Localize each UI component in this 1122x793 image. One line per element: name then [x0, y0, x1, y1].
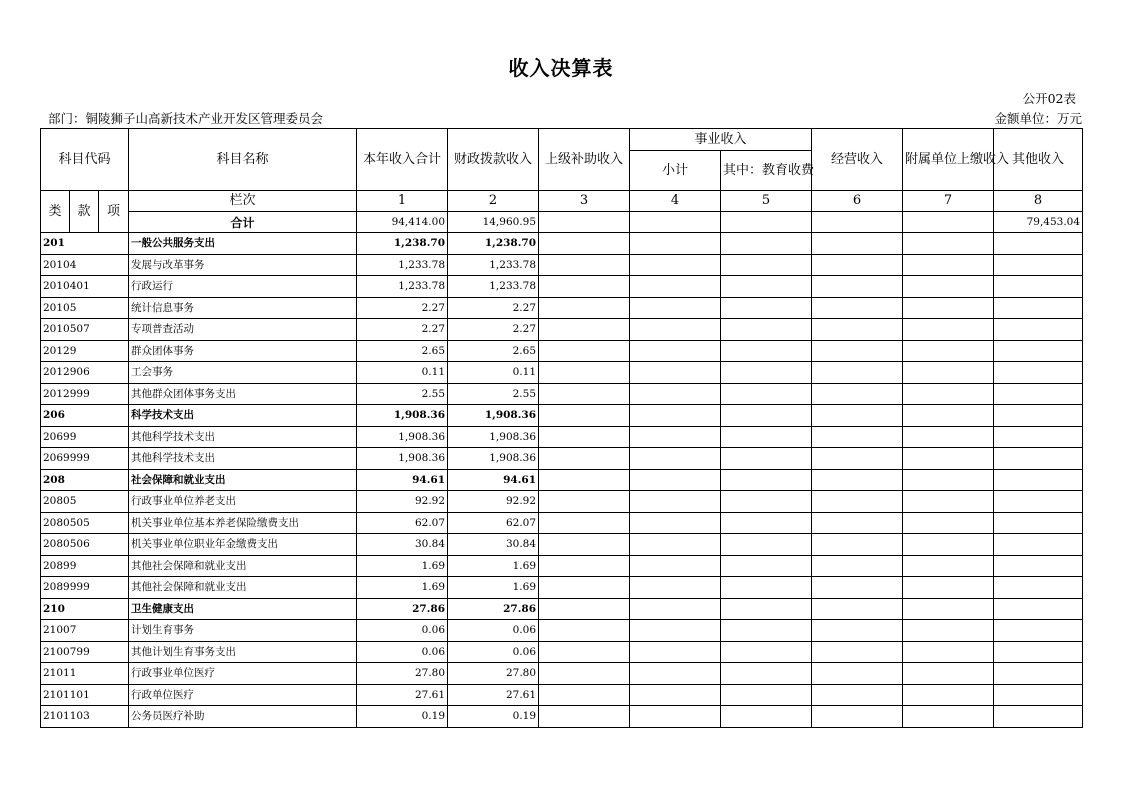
row-cell: [721, 276, 812, 298]
row-cell: [539, 469, 630, 491]
col-number: 1: [357, 191, 448, 212]
table-row: [41, 512, 1083, 534]
row-fiscal: 0.11: [448, 362, 539, 384]
total-fiscal-value: 14,960.95: [448, 212, 539, 233]
total-income-value: 94,414.00: [357, 212, 448, 233]
row-code: 210: [41, 598, 129, 620]
table-row: [41, 254, 1083, 276]
row-total-income: 92.92: [357, 491, 448, 513]
header-affiliated: 附属单位上缴收入: [903, 129, 994, 191]
row-cell: [994, 426, 1083, 448]
row-cell: [994, 383, 1083, 405]
row-cell: [630, 577, 721, 599]
row-cell: [903, 297, 994, 319]
row-cell: [630, 469, 721, 491]
header-operating: 经营收入: [812, 129, 903, 191]
row-cell: [630, 512, 721, 534]
row-cell: [721, 534, 812, 556]
row-cell: [994, 534, 1083, 556]
row-cell: [630, 319, 721, 341]
row-fiscal: 92.92: [448, 491, 539, 513]
row-cell: [721, 598, 812, 620]
row-cell: [903, 620, 994, 642]
row-cell: [812, 684, 903, 706]
table-row: [41, 362, 1083, 384]
col-number: 6: [812, 191, 903, 212]
row-cell: [630, 426, 721, 448]
total-cell: [539, 212, 630, 233]
row-code: 20104: [41, 254, 129, 276]
row-cell: [539, 577, 630, 599]
row-code: 21007: [41, 620, 129, 642]
row-total-income: 2.55: [357, 383, 448, 405]
row-code: 208: [41, 469, 129, 491]
row-fiscal: 27.61: [448, 684, 539, 706]
row-code: 20699: [41, 426, 129, 448]
header-subtotal: 小计: [630, 151, 721, 191]
row-cell: [994, 641, 1083, 663]
row-fiscal: 0.06: [448, 620, 539, 642]
row-fiscal: 0.06: [448, 641, 539, 663]
row-name: 群众团体事务: [129, 340, 357, 362]
row-total-income: 0.06: [357, 641, 448, 663]
row-cell: [721, 233, 812, 255]
amount-unit-label: 金额单位：万元: [994, 111, 1082, 126]
row-cell: [630, 297, 721, 319]
col-number: 5: [721, 191, 812, 212]
row-cell: [539, 405, 630, 427]
row-code: 2101101: [41, 684, 129, 706]
header-business-income: 事业收入: [630, 129, 812, 151]
row-cell: [539, 555, 630, 577]
row-total-income: 1.69: [357, 555, 448, 577]
total-other-value: 79,453.04: [994, 212, 1083, 233]
row-fiscal: 1,908.36: [448, 448, 539, 470]
row-cell: [721, 319, 812, 341]
row-code: 21011: [41, 663, 129, 685]
row-total-income: 30.84: [357, 534, 448, 556]
row-name: 公务员医疗补助: [129, 706, 357, 728]
table-row: [41, 426, 1083, 448]
row-name: 科学技术支出: [129, 405, 357, 427]
row-cell: [903, 641, 994, 663]
row-cell: [994, 491, 1083, 513]
income-final-accounts-table: [40, 128, 1083, 728]
row-name: 其他群众团体事务支出: [129, 383, 357, 405]
row-cell: [721, 254, 812, 276]
row-total-income: 1,233.78: [357, 254, 448, 276]
row-cell: [630, 340, 721, 362]
row-name: 统计信息事务: [129, 297, 357, 319]
row-name: 卫生健康支出: [129, 598, 357, 620]
row-cell: [994, 448, 1083, 470]
row-code: 2012999: [41, 383, 129, 405]
row-cell: [630, 663, 721, 685]
row-code: 2101103: [41, 706, 129, 728]
row-cell: [903, 319, 994, 341]
row-fiscal: 1,908.36: [448, 405, 539, 427]
form-number: 公开02表: [1022, 91, 1076, 106]
row-cell: [994, 684, 1083, 706]
row-cell: [539, 426, 630, 448]
row-cell: [812, 362, 903, 384]
row-cell: [994, 254, 1083, 276]
row-cell: [812, 276, 903, 298]
table-row: [41, 276, 1083, 298]
row-cell: [630, 641, 721, 663]
row-cell: [630, 706, 721, 728]
row-code: 201: [41, 233, 129, 255]
row-cell: [539, 706, 630, 728]
row-cell: [812, 254, 903, 276]
row-total-income: 1,908.36: [357, 426, 448, 448]
row-total-income: 1,238.70: [357, 233, 448, 255]
row-cell: [630, 254, 721, 276]
row-cell: [812, 426, 903, 448]
row-cell: [994, 663, 1083, 685]
row-cell: [994, 469, 1083, 491]
table-row: [41, 641, 1083, 663]
header-code: 科目代码: [41, 129, 129, 191]
row-total-income: 1,908.36: [357, 448, 448, 470]
row-cell: [994, 233, 1083, 255]
row-fiscal: 1,238.70: [448, 233, 539, 255]
row-cell: [630, 383, 721, 405]
table-row: [41, 706, 1083, 728]
row-cell: [721, 426, 812, 448]
row-name: 机关事业单位基本养老保险缴费支出: [129, 512, 357, 534]
row-name: 机关事业单位职业年金缴费支出: [129, 534, 357, 556]
row-cell: [903, 706, 994, 728]
row-cell: [812, 491, 903, 513]
table-row: [41, 383, 1083, 405]
row-cell: [812, 534, 903, 556]
row-cell: [539, 620, 630, 642]
row-cell: [994, 340, 1083, 362]
table-row: [41, 297, 1083, 319]
col-number: 2: [448, 191, 539, 212]
row-cell: [721, 383, 812, 405]
row-cell: [721, 512, 812, 534]
row-cell: [539, 254, 630, 276]
total-label: 合计: [129, 212, 357, 233]
header-total-income: 本年收入合计: [357, 129, 448, 191]
row-cell: [539, 297, 630, 319]
row-code: 20899: [41, 555, 129, 577]
col-number: 8: [994, 191, 1083, 212]
row-cell: [539, 512, 630, 534]
row-cell: [812, 383, 903, 405]
row-cell: [812, 577, 903, 599]
row-cell: [812, 512, 903, 534]
row-fiscal: 1,233.78: [448, 254, 539, 276]
total-cell: [630, 212, 721, 233]
row-name: 其他科学技术支出: [129, 426, 357, 448]
table-row: [41, 319, 1083, 341]
row-cell: [539, 684, 630, 706]
row-name: 发展与改革事务: [129, 254, 357, 276]
header-lei: 类: [41, 191, 70, 233]
row-cell: [994, 555, 1083, 577]
row-cell: [539, 383, 630, 405]
row-cell: [994, 276, 1083, 298]
row-total-income: 62.07: [357, 512, 448, 534]
row-cell: [539, 641, 630, 663]
row-cell: [630, 555, 721, 577]
row-cell: [539, 663, 630, 685]
row-name: 一般公共服务支出: [129, 233, 357, 255]
row-cell: [539, 340, 630, 362]
table-row: [41, 491, 1083, 513]
row-cell: [812, 555, 903, 577]
row-fiscal: 30.84: [448, 534, 539, 556]
row-cell: [903, 383, 994, 405]
row-cell: [812, 469, 903, 491]
row-cell: [539, 534, 630, 556]
row-name: 专项普查活动: [129, 319, 357, 341]
row-code: 20129: [41, 340, 129, 362]
total-row: [41, 212, 1083, 233]
row-cell: [630, 684, 721, 706]
row-code: 2012906: [41, 362, 129, 384]
row-name: 行政事业单位医疗: [129, 663, 357, 685]
row-code: 2010401: [41, 276, 129, 298]
row-code: 20105: [41, 297, 129, 319]
row-cell: [539, 598, 630, 620]
row-total-income: 0.19: [357, 706, 448, 728]
table-row: [41, 598, 1083, 620]
col-number: 7: [903, 191, 994, 212]
row-cell: [721, 577, 812, 599]
row-name: 计划生育事务: [129, 620, 357, 642]
table-row: [41, 233, 1083, 255]
row-cell: [812, 663, 903, 685]
row-cell: [812, 598, 903, 620]
table-row: [41, 555, 1083, 577]
row-cell: [630, 276, 721, 298]
row-cell: [812, 620, 903, 642]
row-cell: [994, 577, 1083, 599]
row-name: 行政事业单位养老支出: [129, 491, 357, 513]
row-cell: [812, 340, 903, 362]
row-cell: [721, 641, 812, 663]
row-fiscal: 27.80: [448, 663, 539, 685]
row-cell: [630, 598, 721, 620]
row-fiscal: 94.61: [448, 469, 539, 491]
row-fiscal: 27.86: [448, 598, 539, 620]
row-cell: [903, 598, 994, 620]
row-cell: [812, 319, 903, 341]
row-total-income: 2.65: [357, 340, 448, 362]
table-row: [41, 534, 1083, 556]
row-total-income: 27.80: [357, 663, 448, 685]
row-cell: [994, 512, 1083, 534]
header-other: 其他收入: [994, 129, 1083, 191]
row-cell: [721, 448, 812, 470]
header-name: 科目名称: [129, 129, 357, 191]
row-cell: [630, 534, 721, 556]
row-cell: [994, 706, 1083, 728]
row-code: 2080505: [41, 512, 129, 534]
total-cell: [812, 212, 903, 233]
row-total-income: 94.61: [357, 469, 448, 491]
row-total-income: 0.11: [357, 362, 448, 384]
row-fiscal: 0.19: [448, 706, 539, 728]
row-cell: [721, 555, 812, 577]
row-cell: [539, 448, 630, 470]
row-total-income: 2.27: [357, 297, 448, 319]
row-total-income: 1.69: [357, 577, 448, 599]
row-cell: [994, 319, 1083, 341]
header-kuan: 款: [70, 191, 99, 233]
table-row: [41, 663, 1083, 685]
row-cell: [903, 405, 994, 427]
col-number: 3: [539, 191, 630, 212]
row-name: 其他计划生育事务支出: [129, 641, 357, 663]
row-fiscal: 1,908.36: [448, 426, 539, 448]
row-cell: [994, 297, 1083, 319]
row-code: 2010507: [41, 319, 129, 341]
row-name: 工会事务: [129, 362, 357, 384]
department-label: 部门：铜陵狮子山高新技术产业开发区管理委员会: [48, 111, 324, 126]
row-total-income: 1,233.78: [357, 276, 448, 298]
header-lanci: 栏次: [129, 191, 357, 212]
total-cell: [903, 212, 994, 233]
row-cell: [903, 663, 994, 685]
row-fiscal: 2.27: [448, 319, 539, 341]
row-cell: [994, 598, 1083, 620]
row-fiscal: 2.65: [448, 340, 539, 362]
row-cell: [903, 555, 994, 577]
table-row: [41, 448, 1083, 470]
row-cell: [812, 448, 903, 470]
row-cell: [539, 491, 630, 513]
row-total-income: 2.27: [357, 319, 448, 341]
table-row: [41, 620, 1083, 642]
row-cell: [903, 491, 994, 513]
row-cell: [903, 534, 994, 556]
header-fiscal: 财政拨款收入: [448, 129, 539, 191]
row-cell: [630, 620, 721, 642]
row-fiscal: 1.69: [448, 555, 539, 577]
row-cell: [812, 233, 903, 255]
row-cell: [903, 426, 994, 448]
row-cell: [903, 448, 994, 470]
row-cell: [903, 469, 994, 491]
row-cell: [903, 233, 994, 255]
row-cell: [539, 319, 630, 341]
row-total-income: 1,908.36: [357, 405, 448, 427]
table-row: [41, 577, 1083, 599]
row-total-income: 27.86: [357, 598, 448, 620]
row-code: 2100799: [41, 641, 129, 663]
row-total-income: 0.06: [357, 620, 448, 642]
row-cell: [812, 706, 903, 728]
row-name: 行政单位医疗: [129, 684, 357, 706]
page-title: 收入决算表: [508, 56, 614, 80]
row-cell: [630, 362, 721, 384]
row-fiscal: 2.27: [448, 297, 539, 319]
row-cell: [994, 620, 1083, 642]
row-cell: [903, 577, 994, 599]
row-cell: [903, 512, 994, 534]
total-cell: [721, 212, 812, 233]
row-code: 206: [41, 405, 129, 427]
row-cell: [630, 448, 721, 470]
row-cell: [812, 641, 903, 663]
row-cell: [721, 663, 812, 685]
table-row: [41, 684, 1083, 706]
table-row: [41, 405, 1083, 427]
row-total-income: 27.61: [357, 684, 448, 706]
row-code: 2089999: [41, 577, 129, 599]
row-cell: [721, 491, 812, 513]
row-cell: [630, 491, 721, 513]
col-number: 4: [630, 191, 721, 212]
table-row: [41, 340, 1083, 362]
row-name: 其他社会保障和就业支出: [129, 577, 357, 599]
row-cell: [903, 254, 994, 276]
row-fiscal: 2.55: [448, 383, 539, 405]
row-cell: [812, 405, 903, 427]
row-cell: [630, 233, 721, 255]
table-row: [41, 469, 1083, 491]
row-name: 社会保障和就业支出: [129, 469, 357, 491]
row-cell: [539, 276, 630, 298]
row-name: 其他社会保障和就业支出: [129, 555, 357, 577]
header-education: 其中：教育收费: [721, 151, 812, 191]
row-fiscal: 1.69: [448, 577, 539, 599]
row-cell: [721, 297, 812, 319]
row-cell: [903, 276, 994, 298]
row-cell: [721, 362, 812, 384]
row-cell: [721, 469, 812, 491]
row-cell: [721, 706, 812, 728]
row-cell: [903, 362, 994, 384]
header-upper-subsidy: 上级补助收入: [539, 129, 630, 191]
row-cell: [903, 684, 994, 706]
row-name: 其他科学技术支出: [129, 448, 357, 470]
row-code: 20805: [41, 491, 129, 513]
row-code: 2080506: [41, 534, 129, 556]
row-cell: [994, 362, 1083, 384]
row-cell: [539, 233, 630, 255]
row-cell: [812, 297, 903, 319]
row-cell: [994, 405, 1083, 427]
row-name: 行政运行: [129, 276, 357, 298]
header-xiang: 项: [99, 191, 129, 233]
row-fiscal: 1,233.78: [448, 276, 539, 298]
row-cell: [630, 405, 721, 427]
row-cell: [721, 620, 812, 642]
row-cell: [903, 340, 994, 362]
row-code: 2069999: [41, 448, 129, 470]
row-fiscal: 62.07: [448, 512, 539, 534]
row-cell: [721, 340, 812, 362]
row-cell: [721, 405, 812, 427]
row-cell: [721, 684, 812, 706]
row-cell: [539, 362, 630, 384]
